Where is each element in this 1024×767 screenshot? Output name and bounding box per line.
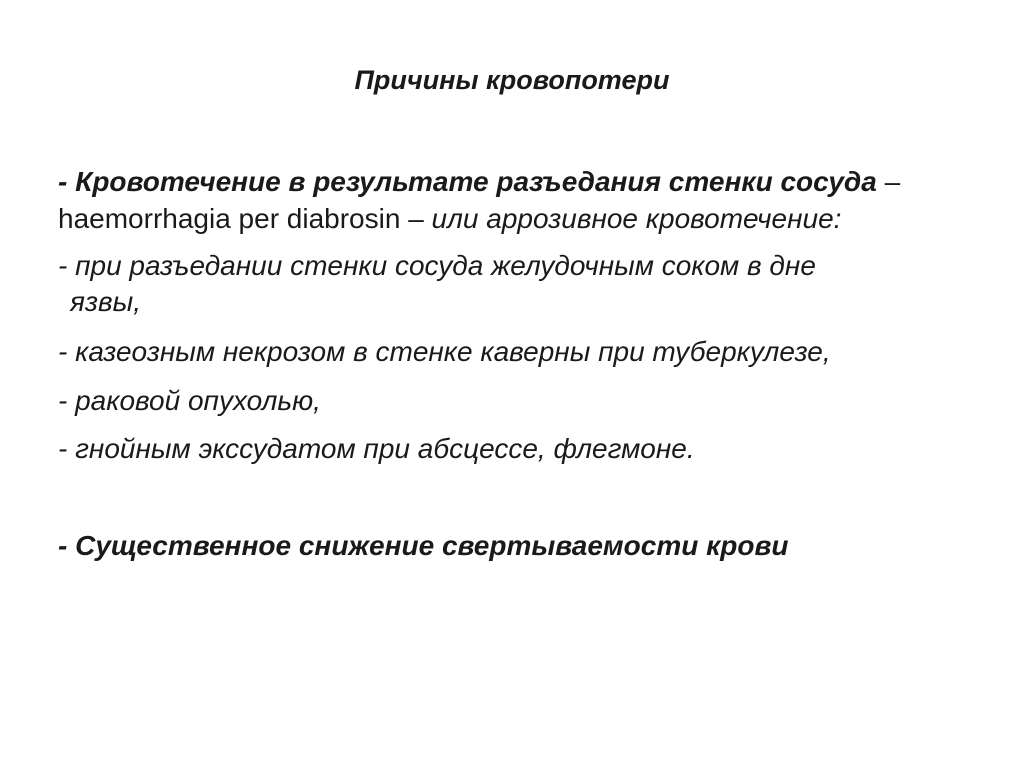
sub-cause-caseous-necrosis: - казеозным некрозом в стенке каверны при туберкулезе, xyxy=(58,336,831,367)
sub-cause-gastric-juice-cont: язвы, xyxy=(70,286,141,317)
sub-cause-gastric-juice: - при разъедании стенки сосуда желудочным соком в дне xyxy=(58,250,816,281)
cause-1-latin-term: haemorrhagia per diabrosin – xyxy=(58,203,424,234)
sub-cause-purulent-exudate: - гнойным экссудатом при абсцессе, флегмоне. xyxy=(58,433,695,464)
slide-title: Причины кровопотери xyxy=(354,65,670,95)
cause-1-alt-name: или аррозивное кровотечение: xyxy=(423,203,842,234)
sub-cause-tumor: - раковой опухолью, xyxy=(58,385,321,416)
cause-1-bold-text: - Кровотечение в результате разъедания стенки сосуда xyxy=(58,166,877,197)
cause-1-heading xyxy=(58,164,900,200)
cause-1-subheading xyxy=(58,201,841,237)
cause-2-heading: - Существенное снижение свертываемости крови xyxy=(58,530,789,561)
cause-1-dash: – xyxy=(876,166,901,197)
